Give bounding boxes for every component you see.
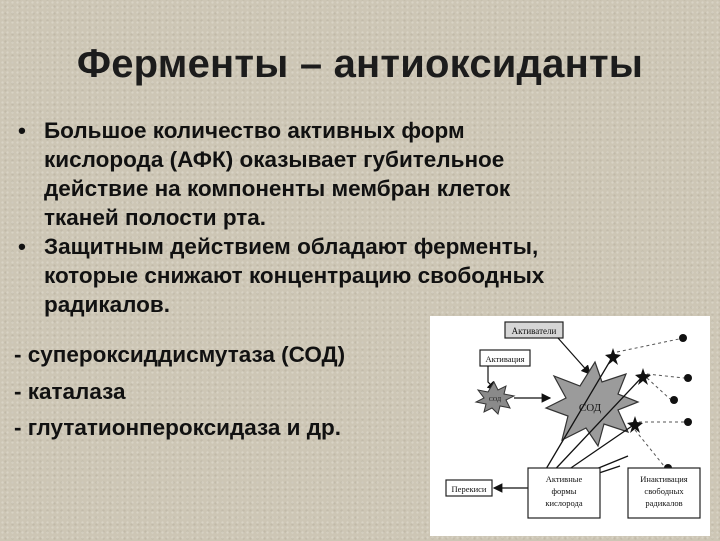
sod-diagram: [430, 316, 710, 536]
enzyme-item-sod: - супероксиддисмутаза (СОД): [14, 342, 346, 367]
bullet-line: действие на компоненты мембран клеток: [44, 176, 511, 201]
afk-box-line-2: формы: [551, 486, 577, 496]
bullet-list: [10, 116, 700, 319]
activators-arrow: [558, 338, 590, 374]
bullet-dot: •: [18, 234, 26, 259]
big-sod-label: СОД: [578, 402, 602, 414]
activators-label: Активатели: [511, 326, 557, 336]
inactivation-box-line-1: Инактивация: [640, 474, 688, 484]
peroxides-label: Перекиси: [451, 484, 487, 494]
bullet-item-enzymes: [10, 232, 700, 319]
slide-title: Ферменты – антиоксиданты: [76, 42, 644, 86]
bullet-dot: •: [18, 118, 26, 143]
small-sod-label: СОД: [488, 397, 502, 403]
bullet-line: Защитным действием обладают ферменты,: [44, 234, 539, 259]
bullet-line: тканей полости рта.: [44, 205, 267, 230]
inactivation-box-line-2: свободных: [644, 486, 684, 496]
bullet-line: радикалов.: [44, 292, 170, 317]
afk-box-line-1: Активные: [545, 474, 583, 484]
afk-box-line-3: кислорода: [545, 498, 583, 508]
bullet-line: Большое количество активных форм: [44, 118, 465, 143]
bullet-item-afk: [10, 116, 700, 232]
bullet-line: которые снижают концентрацию свободных: [44, 263, 545, 288]
bullet-line: кислорода (АФК) оказывает губительное: [44, 147, 505, 172]
enzyme-item-glutathione-peroxidase: - глутатионпероксидаза и др.: [14, 415, 342, 440]
inactivation-box-line-3: радикалов: [645, 498, 683, 508]
enzyme-item-catalase: - каталаза: [14, 379, 126, 404]
activation-label: Активация: [485, 354, 525, 364]
